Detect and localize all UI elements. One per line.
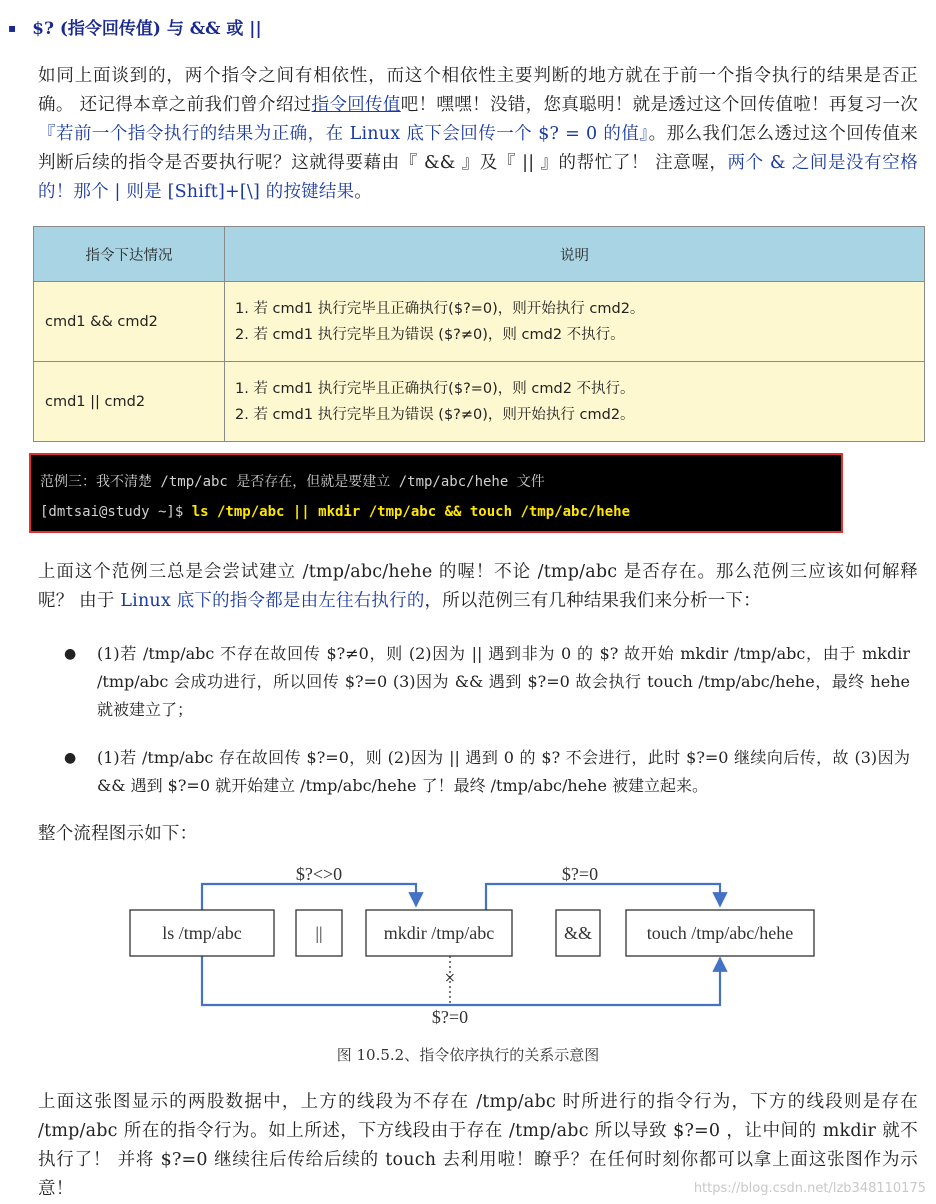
- explain-highlight: Linux 底下的指令都是由左往右执行的: [120, 591, 425, 611]
- box-ls-label: ls /tmp/abc: [162, 923, 242, 943]
- list-item-text: (1)若 /tmp/abc 存在故回传 $?=0，则 (2)因为 || 遇到 0 的 $? 不会进行，此时 $?=0 继续向后传，故 (3)因为 && 遇到 $?=0 就开始建立 /tmp/abc/hehe 了！最终 /tmp/abc/hehe 被建立起来。: [97, 748, 910, 795]
- intro-quote: 『若前一个指令执行的结果为正确，在 Linux 底下会回传一个 $? = 0 的值』: [38, 124, 649, 144]
- box-mkdir-label: mkdir /tmp/abc: [383, 923, 495, 943]
- desc-line: 2. 若 cmd1 执行完毕且为错误 ($?≠0)，则 cmd2 不执行。: [235, 326, 625, 343]
- table-header-cmd: 指令下达情况: [34, 227, 225, 282]
- label-success-bottom: $?=0: [431, 1007, 469, 1027]
- terminal-screen: [36, 459, 837, 527]
- figure-caption: 图 10.5.2、指令依序执行的关系示意图: [336, 1046, 600, 1064]
- square-bullet-icon: ▪: [8, 21, 17, 35]
- box-touch-label: touch /tmp/abc/hehe: [646, 923, 794, 943]
- section-heading: [8, 14, 262, 39]
- terminal-example: [29, 453, 843, 533]
- table-header-row: [34, 227, 925, 282]
- table-cell-desc: [225, 362, 925, 442]
- terminal-command-line: [40, 497, 833, 527]
- skip-cross-icon: ×: [444, 970, 456, 986]
- terminal-prompt: [dmtsai@study ~]$: [40, 504, 192, 520]
- watermark: https://blog.csdn.net/lzb348110175: [693, 1181, 926, 1196]
- return-value-link[interactable]: 指令回传值: [311, 95, 401, 115]
- bullet-dot-icon: ●: [64, 646, 77, 662]
- conclusion-paragraph: 上面这张图显示的两股数据中，上方的线段为不存在 /tmp/abc 时所进行的指令行为，下方的线段则是存在 /tmp/abc 所在的指令行为。如上所述，下方线段由于存在 /tmp/abc 所以导致 $?=0 ，让中间的 mkdir 就不执行了！ 并将 $?=0 继续往后传给后续的 touch 去利用啦！瞭乎？在任何时刻你都可以拿上面这张图作为示意！: [38, 1092, 918, 1199]
- box-or-label: ||: [315, 923, 323, 943]
- explain-paragraph: [38, 558, 918, 616]
- bullet-dot-icon: ●: [64, 750, 77, 766]
- arrow-fail-path: [202, 884, 416, 910]
- list-item: [60, 744, 910, 800]
- table-cell-cmd: cmd1 || cmd2: [34, 362, 225, 442]
- explain-text-2: ，所以范例三有几种结果我们来分析一下：: [424, 591, 761, 611]
- arrow-success-path-top: [486, 884, 720, 910]
- intro-text-4: 。: [354, 182, 372, 202]
- arrow-success-path-bottom: [202, 956, 720, 1005]
- flow-diagram: [120, 860, 840, 1030]
- box-and-label: &&: [563, 923, 593, 943]
- terminal-comment: 范例三：我不清楚 /tmp/abc 是否存在，但就是要建立 /tmp/abc/hehe 文件: [40, 474, 545, 490]
- intro-text-3: 。那么我们怎么透过这个回传值来判断后续的指令是否要执行呢？这就得要藉由『 && 』及『 || 』的帮忙了！ 注意喔，: [38, 124, 919, 173]
- table-header-desc: 说明: [225, 227, 925, 282]
- table-cell-desc: [225, 282, 925, 362]
- terminal-command: ls /tmp/abc || mkdir /tmp/abc && touch /tmp/abc/hehe: [191, 504, 631, 520]
- desc-line: 1. 若 cmd1 执行完毕且正确执行($?=0)，则开始执行 cmd2。: [235, 300, 645, 317]
- intro-paragraph: [38, 62, 918, 207]
- intro-text-2: 吧！嘿嘿！没错，您真聪明！就是透过这个回传值啦！再复习一次: [400, 95, 919, 115]
- explain-text-1: 上面这个范例三总是会尝试建立 /tmp/abc/hehe 的喔！不论 /tmp/abc 是否存在。那么范例三应该如何解释呢？ 由于: [38, 562, 918, 611]
- intro-note: 两个 & 之间是没有空格的！那个 | 则是 [Shift]+[\] 的按键结果: [38, 153, 919, 202]
- table-row: [34, 282, 925, 362]
- operator-table: [33, 226, 925, 442]
- label-fail: $?<>0: [295, 864, 343, 884]
- list-item: [60, 640, 910, 724]
- label-success-top: $?=0: [561, 864, 599, 884]
- desc-line: 2. 若 cmd1 执行完毕且为错误 ($?≠0)，则开始执行 cmd2。: [235, 406, 635, 423]
- table-row: [34, 362, 925, 442]
- flow-intro: 整个流程图示如下：: [38, 824, 198, 844]
- list-item-text: (1)若 /tmp/abc 不存在故回传 $?≠0，则 (2)因为 || 遇到非为 0 的 $? 故开始 mkdir /tmp/abc，由于 mkdir /tmp/abc 会成功进行，所以回传 $?=0 (3)因为 && 遇到 $?=0 故会执行 touch /tmp/abc/hehe，最终 hehe 就被建立了；: [97, 644, 910, 719]
- intro-text-1: 如同上面谈到的，两个指令之间有相依性，而这个相依性主要判断的地方就在于前一个指令执行的结果是否正确。 还记得本章之前我们曾介绍过: [38, 66, 918, 115]
- heading-text: $? (指令回传值) 与 && 或 ||: [32, 19, 262, 39]
- desc-line: 1. 若 cmd1 执行完毕且正确执行($?=0)，则 cmd2 不执行。: [235, 380, 635, 397]
- table-cell-cmd: cmd1 && cmd2: [34, 282, 225, 362]
